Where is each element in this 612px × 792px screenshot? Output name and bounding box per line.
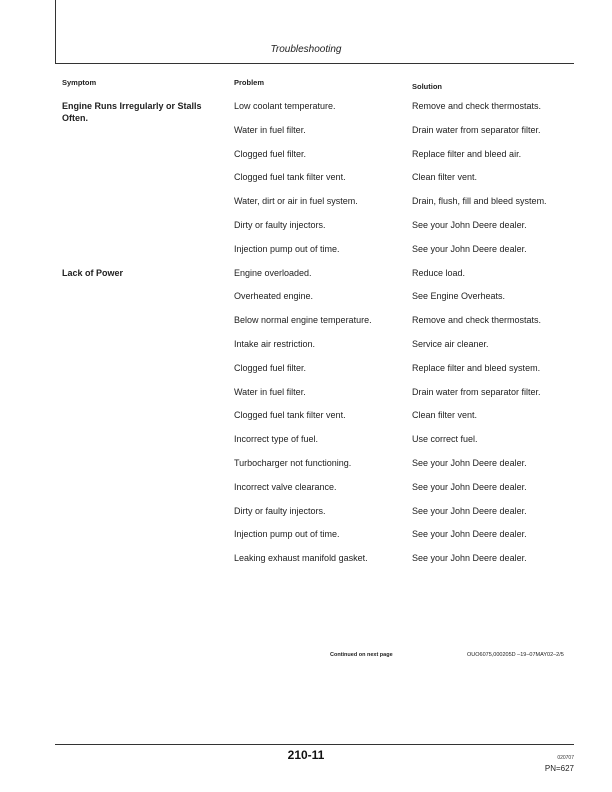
solution-cell: Reduce load. <box>412 267 466 278</box>
column-header-symptom: Symptom <box>62 78 97 87</box>
solution-cell: See Engine Overheats. <box>412 291 506 302</box>
document-reference: OUO6075,000205D –19–07MAY02–2/5 <box>467 652 564 658</box>
pn-number: PN=627 <box>544 764 574 773</box>
solution-cell: Drain, flush, fill and bleed system. <box>412 196 547 207</box>
solution-cell: See your John Deere dealer. <box>412 458 527 468</box>
column-header-problem: Problem <box>234 78 265 87</box>
problem-cell: Overheated engine. <box>234 291 314 302</box>
solution-cell: Clean filter vent. <box>412 172 478 183</box>
problem-cell: Water, dirt or air in fuel system. <box>234 196 358 207</box>
problem-cell: Dirty or faulty injectors. <box>234 505 326 516</box>
solution-cell: Service air cleaner. <box>412 339 489 349</box>
solution-cell: See your John Deere dealer. <box>412 243 527 254</box>
solution-cell: Remove and check thermostats. <box>412 315 542 326</box>
continued-note: Continued on next page <box>330 652 393 658</box>
problem-cell: Clogged fuel filter. <box>234 148 307 159</box>
problem-cell: Below normal engine temperature. <box>234 315 372 326</box>
column-header-solution: Solution <box>412 82 442 91</box>
symptom-label <box>62 100 227 124</box>
problem-cell: Incorrect type of fuel. <box>234 434 319 445</box>
problem-cell: Water in fuel filter. <box>234 124 306 135</box>
solution-cell: Use correct fuel. <box>412 434 478 445</box>
solution-cell: See your John Deere dealer. <box>412 553 527 564</box>
problem-cell: Leaking exhaust manifold gasket. <box>234 553 368 564</box>
problem-cell: Intake air restriction. <box>234 339 316 349</box>
solution-cell: Replace filter and bleed system. <box>412 362 541 373</box>
problem-cell: Turbocharger not functioning. <box>234 458 352 468</box>
symptom-label <box>62 267 227 279</box>
problem-cell: Incorrect valve clearance. <box>234 481 337 492</box>
problem-cell: Injection pump out of time. <box>234 529 340 540</box>
problem-cell: Clogged fuel tank filter vent. <box>234 410 346 421</box>
symptom-line: Often. <box>62 113 88 123</box>
solution-cell: Drain water from separator filter. <box>412 386 541 397</box>
solution-cell: See your John Deere dealer. <box>412 481 527 492</box>
page-number: 210-11 <box>287 748 325 762</box>
section-title: Troubleshooting <box>270 44 342 55</box>
problem-cell: Clogged fuel filter. <box>234 362 307 373</box>
solution-cell: Drain water from separator filter. <box>412 124 541 135</box>
solution-cell: Remove and check thermostats. <box>412 101 542 111</box>
symptom-line: Engine Runs Irregularly or Stalls <box>62 101 202 111</box>
problem-cell: Clogged fuel tank filter vent. <box>234 172 346 183</box>
solution-cell: Replace filter and bleed air. <box>412 148 522 159</box>
solution-cell: See your John Deere dealer. <box>412 505 527 516</box>
problem-cell: Engine overloaded. <box>234 267 312 278</box>
header-divider <box>55 63 574 64</box>
solution-cell: See your John Deere dealer. <box>412 220 527 230</box>
footer-divider <box>55 744 574 745</box>
problem-cell: Dirty or faulty injectors. <box>234 220 326 230</box>
problem-cell: Injection pump out of time. <box>234 243 340 254</box>
solution-cell: See your John Deere dealer. <box>412 529 527 540</box>
problem-cell: Water in fuel filter. <box>234 386 306 397</box>
problem-cell: Low coolant temperature. <box>234 101 336 111</box>
footer-code: 020707 <box>557 755 574 761</box>
symptom-line: Lack of Power <box>62 267 124 278</box>
solution-cell: Clean filter vent. <box>412 410 478 421</box>
